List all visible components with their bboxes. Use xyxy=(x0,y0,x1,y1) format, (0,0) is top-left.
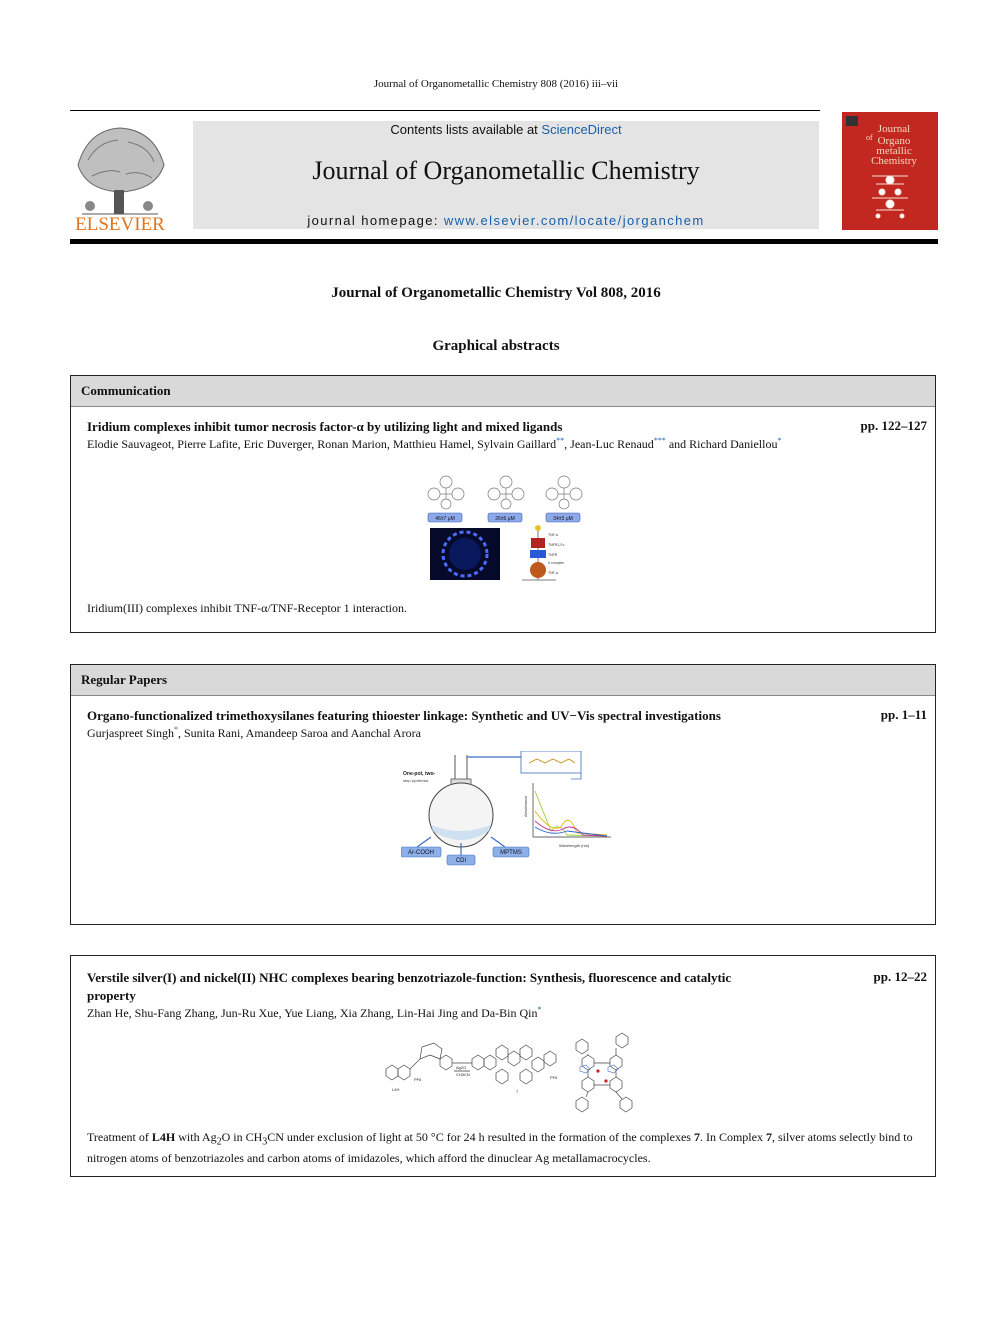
homepage-prefix: journal homepage: xyxy=(307,213,439,228)
y-axis-label: Absorbance xyxy=(523,795,528,817)
sciencedirect-link[interactable]: ScienceDirect xyxy=(541,122,622,137)
section-title: Graphical abstracts xyxy=(432,338,560,354)
section-heading: Communication xyxy=(71,376,935,407)
contents-prefix: Contents lists available at xyxy=(390,122,538,137)
caption-text: CN under exclusion of light at 50 °C for 24 h resulted in the formation of the complexes xyxy=(267,1130,694,1144)
header-rule xyxy=(70,110,820,111)
tree-icon xyxy=(68,120,172,232)
molecule-1 xyxy=(428,476,464,509)
caption-text: Treatment of xyxy=(87,1130,152,1144)
author-list xyxy=(87,1005,907,1021)
legend-label: TNF-α xyxy=(548,533,558,537)
reaction-reagent: Ag2O xyxy=(456,1065,467,1070)
reaction-solvent: CH3CN xyxy=(456,1072,470,1077)
elsevier-wordmark: ELSEVIER xyxy=(75,214,165,232)
abstract-box-communication xyxy=(70,375,936,633)
volume-title: Journal of Organometallic Chemistry Vol 808, 2016 xyxy=(331,285,661,301)
flask-label: One-pot, two- xyxy=(403,771,436,777)
authors-text: Zhan He, Shu-Fang Zhang, Jun-Ru Xue, Yue Liang, Xia Zhang, Lin-Hai Jing and Da-Bin Qin xyxy=(87,1006,538,1020)
authors-text: Elodie Sauvageot, Pierre Lafite, Eric Duverger, Ronan Marion, Matthieu Hamel, Sylvain Gaillard xyxy=(87,437,557,451)
graphical-abstract-figure xyxy=(426,464,586,584)
cover-word-2: of xyxy=(866,133,873,142)
subscript: 3 xyxy=(262,1136,268,1148)
homepage-link[interactable]: www.elsevier.com/locate/jorganchem xyxy=(443,213,705,228)
corresponding-mark[interactable]: *** xyxy=(653,436,666,445)
corresponding-mark[interactable]: * xyxy=(173,725,178,734)
homepage-line xyxy=(193,213,819,228)
article-title-link[interactable] xyxy=(87,969,857,1005)
author-list xyxy=(87,725,907,741)
contents-line xyxy=(193,122,819,137)
silane-figure xyxy=(401,751,616,875)
flask-label: step synthesis xyxy=(403,778,429,783)
caption-text: . In Complex xyxy=(699,1130,766,1144)
title-line: property xyxy=(87,988,136,1003)
cover-word-3: Organo xyxy=(877,135,911,147)
cover-word-4: metallic xyxy=(876,145,912,157)
article-title-link[interactable]: Organo-functionalized trimethoxysilanes featuring thioester linkage: Synthetic and UV−Vis spectral investigations xyxy=(87,708,721,723)
subscript: 2 xyxy=(216,1136,222,1148)
journal-title: Journal of Organometallic Chemistry xyxy=(312,156,700,185)
author-list xyxy=(87,436,907,452)
reagent-label: Ar-COOH xyxy=(408,850,434,856)
legend-label: TNFR xyxy=(548,553,558,557)
reagent-label: MPTMS xyxy=(500,850,522,856)
anion-label: PF6 xyxy=(550,1075,558,1080)
nhc-figure xyxy=(376,1029,646,1117)
iridium-figure xyxy=(426,464,586,584)
legend-label: TNFR1-Fc xyxy=(548,543,565,547)
legend-label: TNF-α xyxy=(548,571,558,575)
abstract-caption xyxy=(87,1129,927,1166)
abstract-caption: Iridium(III) complexes inhibit TNF-α/TNF-Receptor 1 interaction. xyxy=(87,601,407,615)
graphical-abstract-figure xyxy=(376,1029,646,1117)
title-line: Verstile silver(I) and nickel(II) NHC complexes bearing benzotriazole-function: Synthesis, fluorescence and catalytic xyxy=(87,970,732,985)
ligand-label: L4H xyxy=(392,1087,400,1092)
corresponding-mark[interactable]: ** xyxy=(556,436,565,445)
abstract-box-silver-nickel xyxy=(70,955,936,1177)
ic50-label: 26±6 μM xyxy=(495,516,515,522)
section-heading: Regular Papers xyxy=(71,665,935,696)
molecule-3 xyxy=(546,476,582,509)
compound-ref: 7 xyxy=(765,1130,772,1144)
legend-label: Ir complex xyxy=(548,561,565,565)
compound-label: 7 xyxy=(516,1089,519,1094)
caption-text: with Ag xyxy=(175,1130,217,1144)
masthead-rule xyxy=(70,239,938,244)
compound-ref: L4H xyxy=(151,1130,176,1144)
authors-text: , Jean-Luc Renaud xyxy=(564,437,654,451)
article-title-link[interactable]: Iridium complexes inhibit tumor necrosis factor-α by utilizing light and mixed ligands xyxy=(87,419,563,434)
page-range: pp. 12–22 xyxy=(873,969,927,984)
corresponding-mark[interactable]: * xyxy=(777,436,782,445)
reagent-label: CDI xyxy=(455,858,467,864)
authors-text: Gurjaspreet Singh xyxy=(87,726,174,740)
x-axis-label: Wavelength (nm) xyxy=(559,843,590,848)
elsevier-logo[interactable] xyxy=(68,120,172,232)
page-range: pp. 1–11 xyxy=(880,707,927,722)
authors-text: and Richard Daniellou xyxy=(665,437,778,451)
journal-cover[interactable] xyxy=(842,112,938,230)
compound-ref: 7 xyxy=(693,1130,700,1144)
authors-text: , Sunita Rani, Amandeep Saroa and Aanchal Arora xyxy=(177,726,421,740)
molecule-2 xyxy=(488,476,524,509)
caption-text: O in CH xyxy=(221,1130,263,1144)
ic50-label: 46±7 μM xyxy=(435,516,455,522)
caption-text: , silver atoms selectly bind to nitrogen atoms of benzotriazoles and carbon atoms of imidazoles, which afford the dinuclear Ag metallamacrocycles. xyxy=(87,1130,913,1166)
cover-word-5: Chemistry xyxy=(871,155,917,167)
corresponding-mark[interactable]: * xyxy=(537,1005,542,1014)
running-header: Journal of Organometallic Chemistry 808 (2016) iii–vii xyxy=(373,78,619,90)
ic50-label: 34±3 μM xyxy=(553,516,573,522)
abstract-box-regular-papers xyxy=(70,664,936,925)
page-range: pp. 122–127 xyxy=(860,418,927,433)
graphical-abstract-figure xyxy=(401,751,616,875)
cover-art-icon xyxy=(842,112,938,230)
anion-label: PF6 xyxy=(414,1077,422,1082)
cover-word-1: Journal xyxy=(877,123,911,135)
